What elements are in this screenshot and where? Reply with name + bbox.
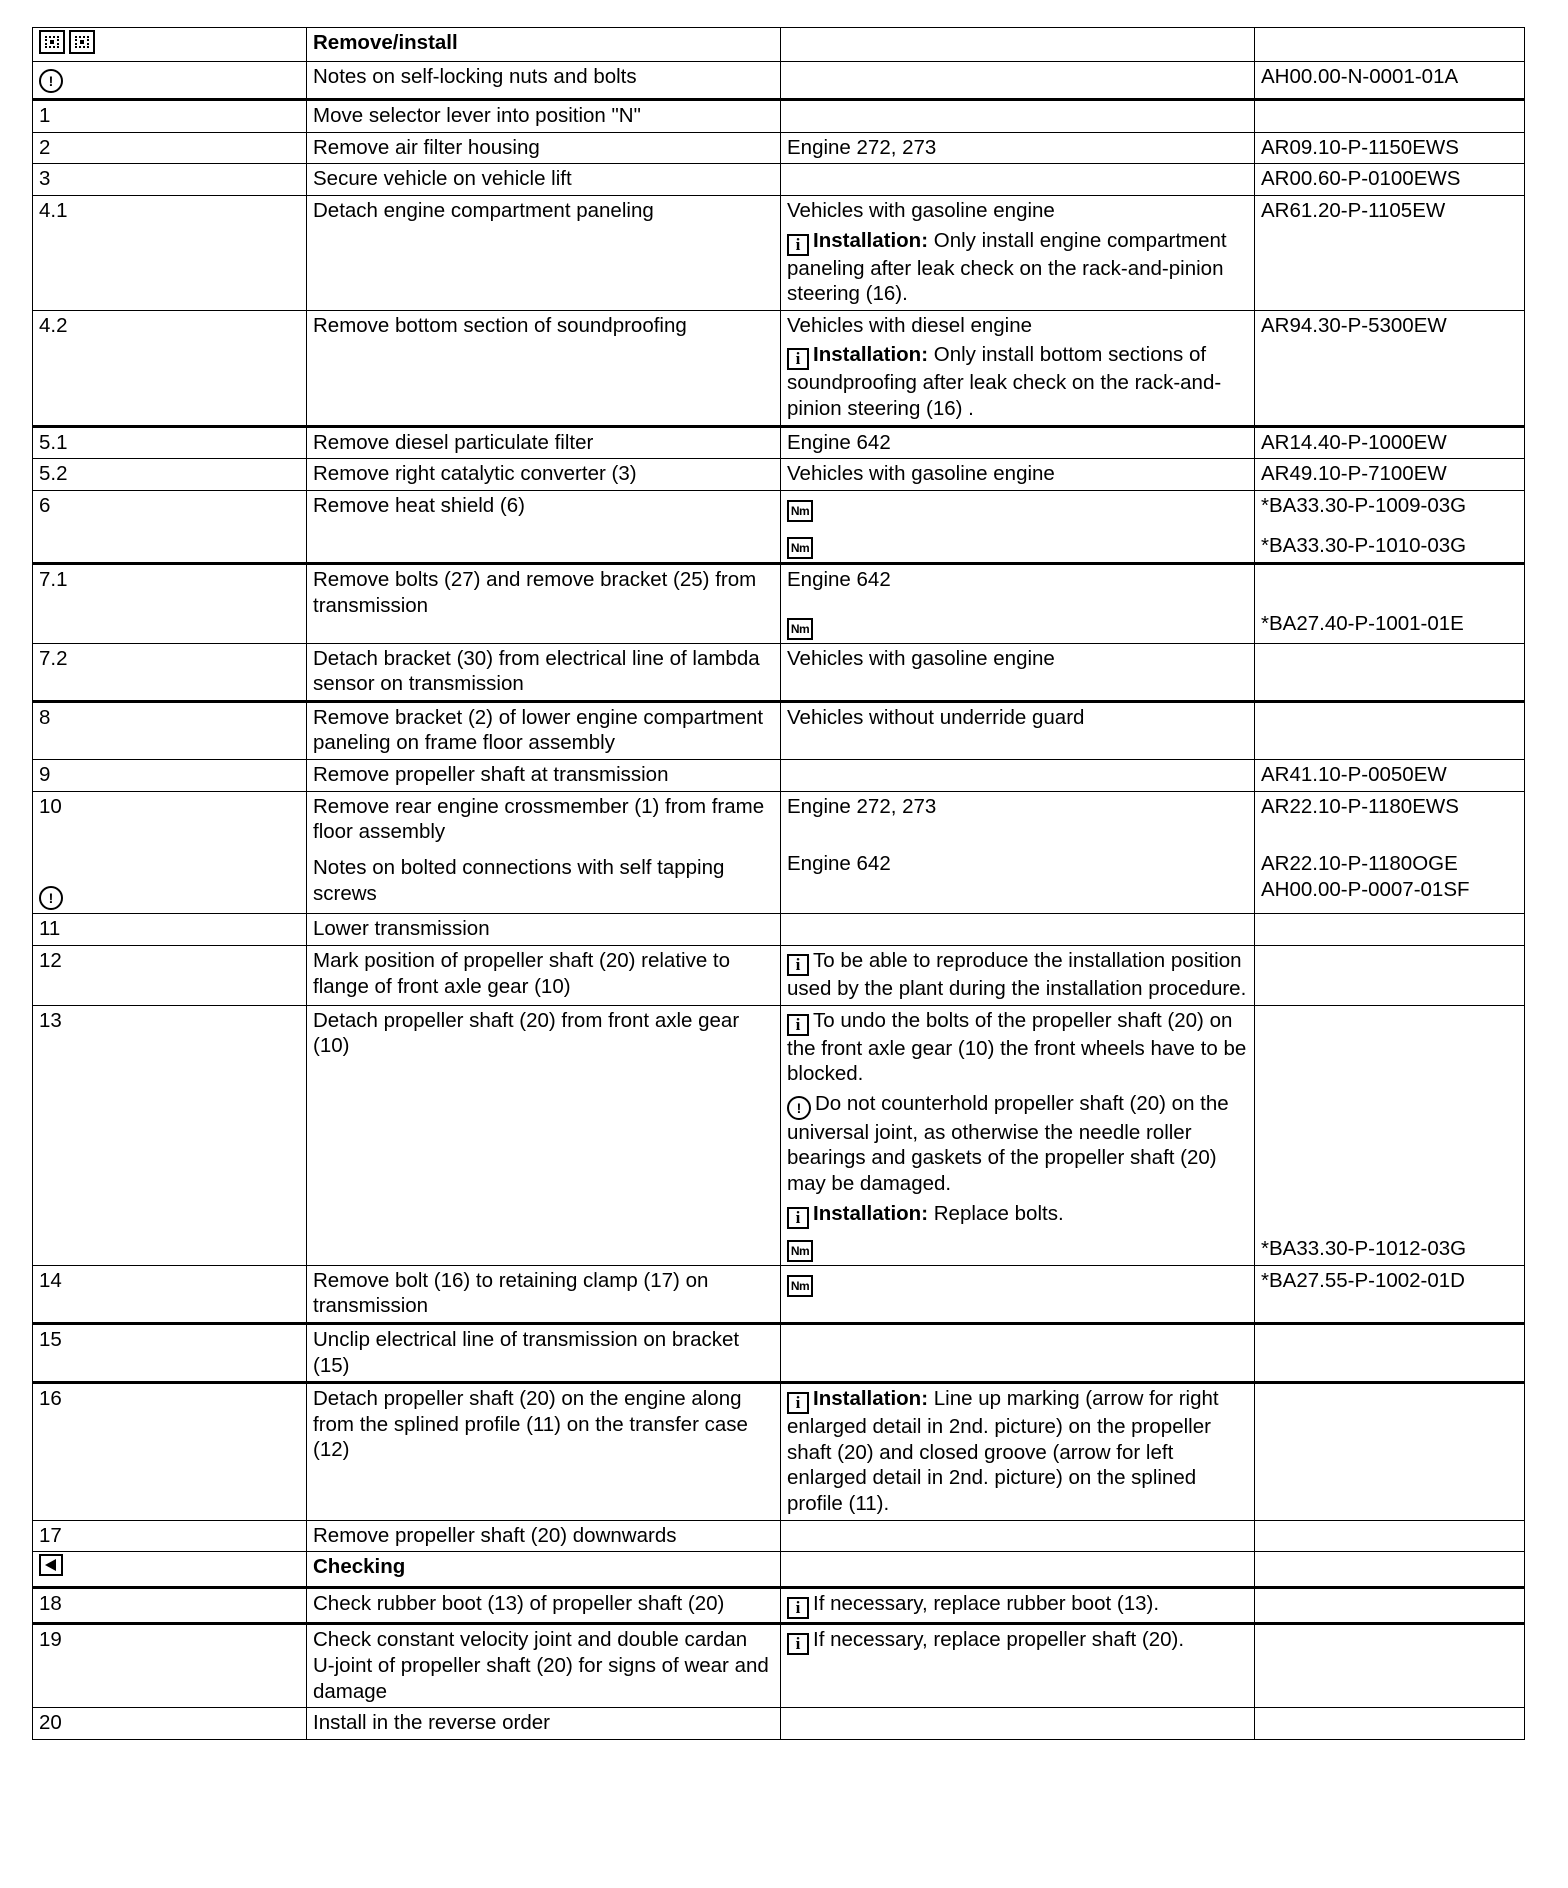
step-note: Only install bottom sections of soundproofing after leak check on the rack-and-pinion steering (16) .: [787, 343, 1222, 420]
step-ref: AH00.00-P-0007-01SF: [1261, 877, 1470, 901]
table-row: [33, 132, 1525, 164]
step-ref: AR00.60-P-0100EWS: [1255, 164, 1525, 196]
checking-row: [33, 1552, 1525, 1588]
step-ref: AR09.10-P-1150EWS: [1255, 132, 1525, 164]
step-action: Move selector lever into position "N": [307, 100, 781, 133]
step-number: 16: [33, 1383, 307, 1521]
step-action: Detach engine compartment paneling: [307, 195, 781, 310]
step-number: 3: [33, 164, 307, 196]
table-row: [33, 1624, 1525, 1708]
step-ref: *BA27.55-P-1002-01D: [1255, 1265, 1525, 1323]
step-condition: Engine 642: [787, 567, 891, 591]
step-condition: Engine 272, 273: [787, 794, 937, 818]
table-row: [33, 426, 1525, 459]
step-ref: AR22.10-P-1180EWS: [1261, 794, 1459, 818]
step-action: Remove propeller shaft (20) downwards: [307, 1520, 781, 1552]
caution-icon: !: [787, 1096, 811, 1120]
note-label: Installation:: [813, 1387, 929, 1411]
step-note-action: Notes on bolted connections with self tapping screws: [313, 855, 725, 905]
step-ref: *BA33.30-P-1010-03G: [1261, 533, 1467, 557]
note-label: Installation:: [813, 343, 929, 367]
step-note: Replace bolts.: [933, 1201, 1064, 1225]
step-number: 19: [33, 1624, 307, 1708]
step-action: Remove diesel particulate filter: [307, 426, 781, 459]
header-icons-cell: [33, 28, 307, 62]
step-action: Remove right catalytic converter (3): [307, 459, 781, 491]
step-condition: Vehicles with gasoline engine: [781, 459, 1255, 491]
table-row: [33, 195, 1525, 310]
step-condition: Vehicles with gasoline engine: [787, 198, 1055, 222]
step-action: Secure vehicle on vehicle lift: [307, 164, 781, 196]
step-ref: *BA27.40-P-1001-01E: [1261, 611, 1464, 635]
step-note: To be able to reproduce the installation position used by the plant during the installation procedure.: [787, 948, 1247, 1000]
step-note: If necessary, replace propeller shaft (20).: [813, 1628, 1185, 1652]
step-note: To undo the bolts of the propeller shaft (20) on the front axle gear (10) the front wheels have to be blocked.: [787, 1008, 1247, 1086]
info-icon: i: [787, 1633, 809, 1655]
procedure-table: [32, 27, 1525, 1740]
step-condition: Engine 272, 273: [781, 132, 1255, 164]
note-label: Installation:: [813, 1201, 929, 1225]
caution-icon: !: [39, 69, 63, 93]
step-action: Lower transmission: [307, 914, 781, 946]
table-row: [33, 701, 1525, 759]
step-number: 9: [33, 760, 307, 792]
step-number: 7.1: [33, 563, 307, 643]
info-icon: i: [787, 1014, 809, 1036]
step-action: Detach propeller shaft (20) on the engine along from the splined profile (11) on the transfer case (12): [307, 1383, 781, 1521]
step-action: Mark position of propeller shaft (20) relative to flange of front axle gear (10): [307, 945, 781, 1005]
step-action: Remove heat shield (6): [307, 490, 781, 563]
install-icon: [69, 30, 95, 54]
caution-icon: !: [39, 886, 63, 910]
step-action: Detach propeller shaft (20) from front axle gear (10): [307, 1005, 781, 1265]
step-action: Remove bolt (16) to retaining clamp (17) on transmission: [307, 1265, 781, 1323]
step-ref: AR41.10-P-0050EW: [1255, 760, 1525, 792]
info-icon: i: [787, 1597, 809, 1619]
checking-icon: [39, 1554, 63, 1576]
info-icon: i: [787, 1207, 809, 1229]
header-title: Remove/install: [307, 28, 781, 62]
notes-text: Notes on self-locking nuts and bolts: [307, 62, 781, 100]
step-number: 20: [33, 1708, 307, 1740]
step-number: 5.1: [33, 426, 307, 459]
header-row: [33, 28, 1525, 62]
table-row: [33, 310, 1525, 426]
step-number: 6: [33, 490, 307, 563]
step-number: 11: [33, 914, 307, 946]
step-number: 10: [39, 794, 62, 818]
step-number: 15: [33, 1323, 307, 1382]
table-row: [33, 1265, 1525, 1323]
step-action: Remove propeller shaft at transmission: [307, 760, 781, 792]
step-number: 13: [33, 1005, 307, 1265]
step-action: Remove bottom section of soundproofing: [307, 310, 781, 426]
step-number: 8: [33, 701, 307, 759]
table-row: [33, 1708, 1525, 1740]
torque-icon: Nm: [787, 1240, 813, 1262]
table-row: [33, 945, 1525, 1005]
step-condition: Vehicles with diesel engine: [787, 313, 1033, 337]
step-number: 18: [33, 1588, 307, 1624]
step-action: Install in the reverse order: [307, 1708, 781, 1740]
step-ref: *BA33.30-P-1012-03G: [1255, 1005, 1525, 1265]
step-condition: Engine 642: [787, 852, 891, 876]
table-row: [33, 914, 1525, 946]
table-row: [33, 164, 1525, 196]
table-row: [33, 100, 1525, 133]
remove-icon: [39, 30, 65, 54]
table-row: [33, 760, 1525, 792]
step-action: Detach bracket (30) from electrical line of lambda sensor on transmission: [307, 643, 781, 701]
info-icon: i: [787, 954, 809, 976]
table-row: [33, 563, 1525, 643]
step-note: Line up marking (arrow for right enlarged detail in 2nd. picture) on the propeller shaft (20) and closed groove (arrow for left enlarged detail in 2nd. picture) on the splined profile (11).: [787, 1387, 1219, 1515]
torque-icon: Nm: [787, 500, 813, 522]
table-row: [33, 1383, 1525, 1521]
step-caution: Do not counterhold propeller shaft (20) on the universal joint, as otherwise the needle roller bearings and gaskets of the propeller shaft (20) may be damaged.: [787, 1091, 1229, 1195]
notes-row: [33, 62, 1525, 100]
step-condition: Vehicles with gasoline engine: [781, 643, 1255, 701]
header-empty-cell: [781, 28, 1255, 62]
step-ref: *BA33.30-P-1009-03G: [1261, 493, 1467, 517]
info-icon: i: [787, 234, 809, 256]
info-icon: i: [787, 1392, 809, 1414]
notes-ref: AH00.00-N-0001-01A: [1255, 62, 1525, 100]
torque-icon: Nm: [787, 618, 813, 640]
torque-icon: Nm: [787, 537, 813, 559]
table-row: [33, 459, 1525, 491]
table-row: [33, 490, 1525, 563]
step-condition: Engine 642: [781, 426, 1255, 459]
step-action: Check rubber boot (13) of propeller shaft (20): [307, 1588, 781, 1624]
step-number: 1: [33, 100, 307, 133]
step-number: 5.2: [33, 459, 307, 491]
step-number: 4.2: [33, 310, 307, 426]
table-row: [33, 643, 1525, 701]
step-ref: AR49.10-P-7100EW: [1255, 459, 1525, 491]
info-icon: i: [787, 348, 809, 370]
step-action: Remove bolts (27) and remove bracket (25) from transmission: [307, 563, 781, 643]
checking-title: Checking: [307, 1552, 781, 1588]
step-action: Check constant velocity joint and double cardan U-joint of propeller shaft (20) for signs of wear and damage: [307, 1624, 781, 1708]
table-row: [33, 791, 1525, 914]
table-row: [33, 1005, 1525, 1265]
step-number: 12: [33, 945, 307, 1005]
step-number: 7.2: [33, 643, 307, 701]
step-ref: AR61.20-P-1105EW: [1255, 195, 1525, 310]
step-note: Only install engine compartment paneling after leak check on the rack-and-pinion steering (16).: [787, 228, 1227, 306]
table-row: [33, 1323, 1525, 1382]
table-row: [33, 1520, 1525, 1552]
step-ref: AR94.30-P-5300EW: [1255, 310, 1525, 426]
torque-icon: Nm: [787, 1275, 813, 1297]
step-number: 14: [33, 1265, 307, 1323]
note-label: Installation:: [813, 228, 929, 252]
step-action: Remove air filter housing: [307, 132, 781, 164]
step-number: 4.1: [33, 195, 307, 310]
table-row: [33, 1588, 1525, 1624]
step-number: 17: [33, 1520, 307, 1552]
step-note: If necessary, replace rubber boot (13).: [813, 1592, 1160, 1616]
header-empty-cell: [1255, 28, 1525, 62]
step-condition: Vehicles without underride guard: [781, 701, 1255, 759]
step-action: Unclip electrical line of transmission on bracket (15): [307, 1323, 781, 1382]
step-action: Remove bracket (2) of lower engine compartment paneling on frame floor assembly: [307, 701, 781, 759]
step-action: Remove rear engine crossmember (1) from frame floor assembly: [313, 794, 765, 844]
step-ref: AR14.40-P-1000EW: [1255, 426, 1525, 459]
step-ref: AR22.10-P-1180OGE: [1261, 852, 1458, 876]
step-number: 2: [33, 132, 307, 164]
